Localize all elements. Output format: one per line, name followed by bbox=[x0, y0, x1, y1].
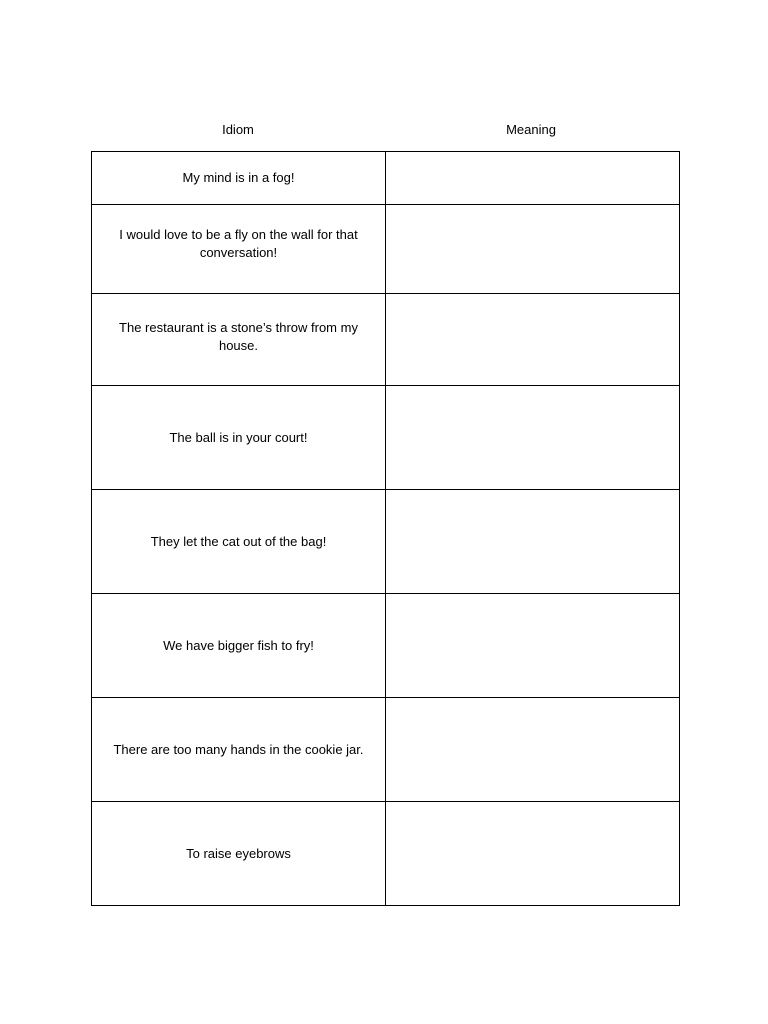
idiom-text: There are too many hands in the cookie jar. bbox=[113, 741, 364, 757]
idiom-cell bbox=[92, 490, 386, 594]
table-row bbox=[92, 386, 680, 490]
table-row bbox=[92, 294, 680, 386]
idiom-cell bbox=[92, 152, 386, 205]
meaning-cell[interactable] bbox=[386, 205, 680, 294]
idiom-table bbox=[91, 151, 680, 906]
table-row bbox=[92, 698, 680, 802]
idiom-cell bbox=[92, 698, 386, 802]
idiom-text: The ball is in your court! bbox=[169, 429, 308, 445]
table-row bbox=[92, 594, 680, 698]
idiom-cell bbox=[92, 205, 386, 294]
meaning-cell[interactable] bbox=[386, 386, 680, 490]
idiom-cell bbox=[92, 802, 386, 906]
meaning-cell[interactable] bbox=[386, 490, 680, 594]
table-row bbox=[92, 802, 680, 906]
idiom-text: My mind is in a fog! bbox=[182, 170, 295, 185]
idiom-cell bbox=[92, 594, 386, 698]
meaning-cell[interactable] bbox=[386, 594, 680, 698]
idiom-text: They let the cat out of the bag! bbox=[150, 533, 327, 549]
idiom-column-header: Idiom bbox=[222, 122, 254, 137]
table-row bbox=[92, 152, 680, 205]
table-row bbox=[92, 490, 680, 594]
idiom-cell bbox=[92, 386, 386, 490]
meaning-cell[interactable] bbox=[386, 152, 680, 205]
meaning-cell[interactable] bbox=[386, 698, 680, 802]
meaning-column-header: Meaning bbox=[506, 122, 556, 137]
meaning-cell[interactable] bbox=[386, 802, 680, 906]
idiom-cell bbox=[92, 294, 386, 386]
idiom-text: The restaurant is a stone’s throw from my house. bbox=[119, 319, 358, 353]
idiom-text: I would love to be a fly on the wall for that conversation! bbox=[119, 227, 358, 260]
table-row bbox=[92, 205, 680, 294]
idiom-text: To raise eyebrows bbox=[186, 845, 291, 861]
meaning-cell[interactable] bbox=[386, 294, 680, 386]
idiom-text: We have bigger fish to fry! bbox=[163, 637, 314, 653]
